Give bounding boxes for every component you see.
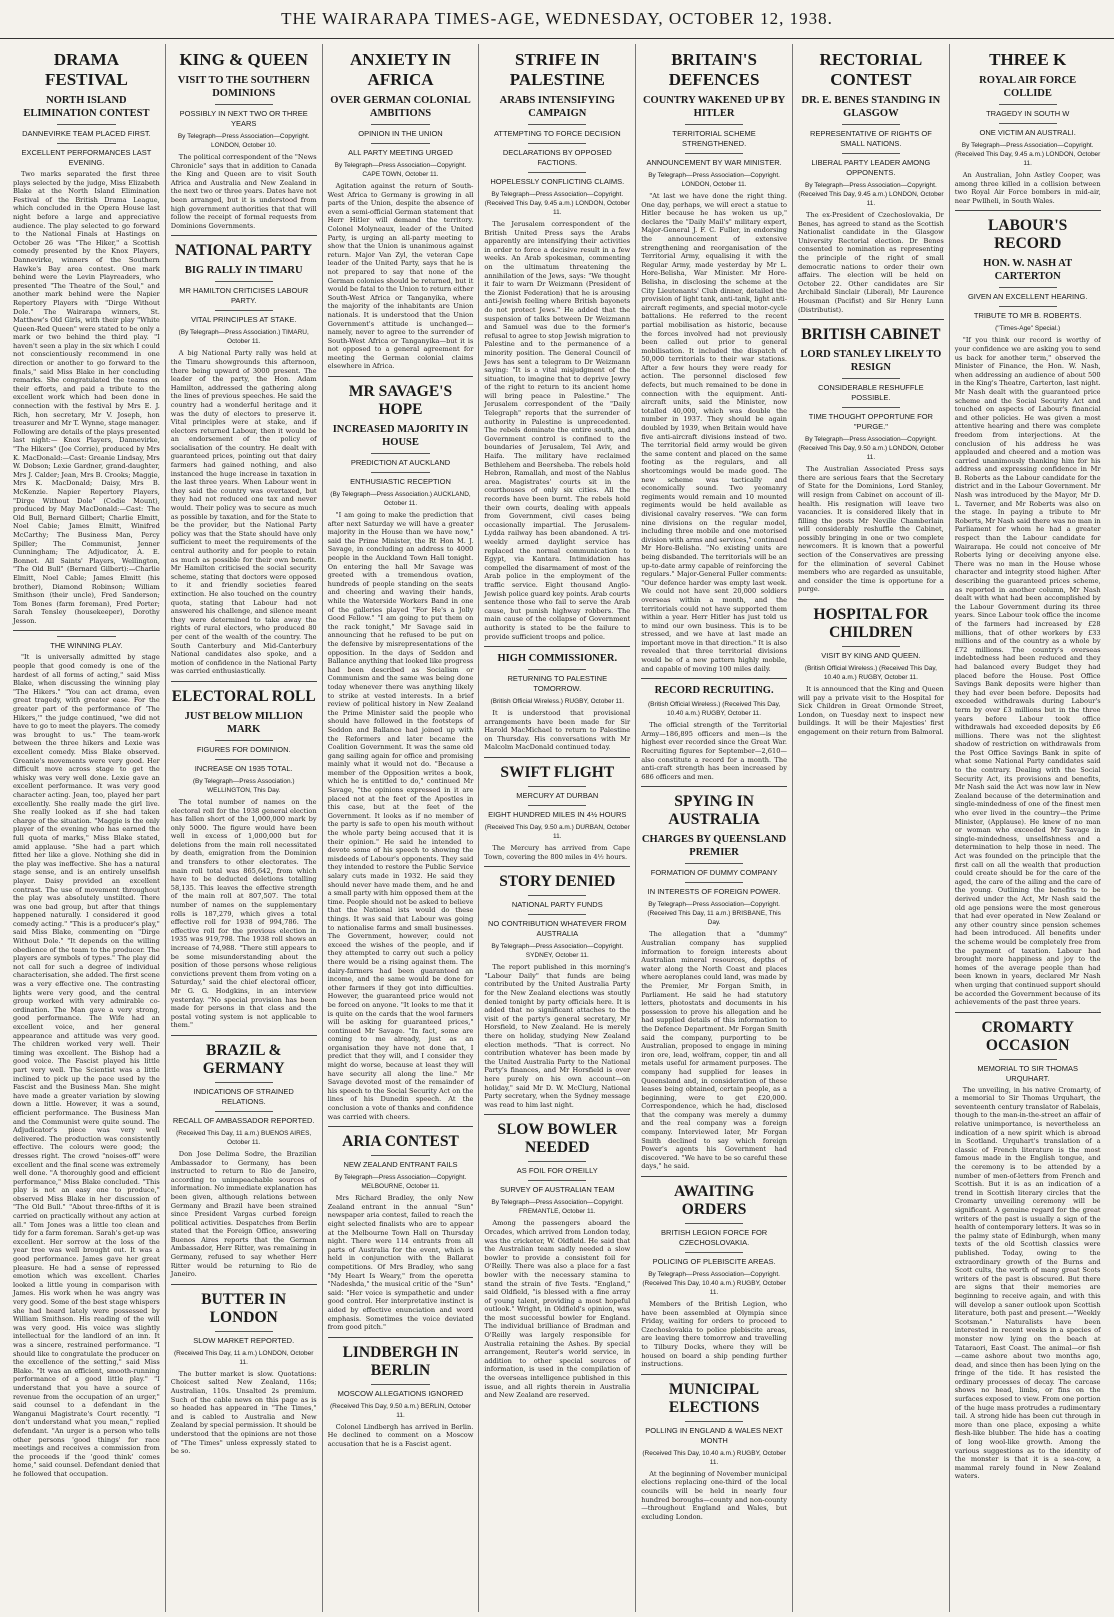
article [13, 630, 160, 1478]
article-body: Among the passengers aboard the Orcades, which arrived from London today, was the cricketer, W. Oldfield. He said that the Australian team sadly needed a slow bowler to provide a consistent foil for O'Reilly. There was also a place for a fast bowler with the necessary stamina to stand the strain of five Tests. "England," said Oldfield, "is blessed with a fine array of young talent, providing a most hopeful outlook." Wright, in Oldfield's opinion, was the most successful bowler for England. The individual brilliance of Bradman and O'Reilly was largely responsible for Australia retaining the Ashes. By special arrangement, Reuter's world service, in addition to other special sources of information, is used in the compilation of the overseas intelligence published in this issue, and all rights therein in Australia and New Zealand are reserved. [484, 1219, 631, 1400]
divider [528, 143, 586, 144]
subheadline: ARABS INTENSIFYING CAMPAIGN [499, 95, 615, 119]
divider [528, 914, 586, 915]
deck-line: TRAGEDY IN SOUTH W [986, 109, 1070, 118]
divider [371, 1384, 429, 1385]
divider [528, 172, 586, 173]
article-body: The total number of names on the electoral roll for the 1938 general election has fallen short of the 1,000,000 mark by only 5000. The figure would have been well in excess of 1,000,000 but for deletions from the main roll necessitated by death, emigration from the Dominion and transfers to other electorates. The main roll total was 865,642, from which have to be deducted deletions totalling 58,135. This leaves the effective strength of the main roll at 807,507. The total number of names on the supplementary rolls is 187,279, which gives a total effective roll for 1938 of 994,786. The effective roll for the previous election in 1935 was 919,798. The 1938 roll shows an increase of 74,988. "There still appears to be some misunderstanding about the position of those persons whose religious convictions prevent them from voting on a Saturday," said the chief electoral officer, Mr G. G. Hodgkins, in an interview yesterday. "No special provision has been made for persons in that class and the postal voting system is not applicable to them." [170, 797, 317, 1030]
divider [999, 104, 1057, 105]
deck-line: POLICING OF PLEBISCITE AREAS. [652, 1257, 776, 1267]
subheadline: HIGH COMMISSIONER. [497, 653, 618, 665]
article-body: The official strength of the Territorial Army—186,895 officers and men—is the highest ever recorded since the Great War. Recruiting figures for September—2,610—also constitute a record for a month. The anti-craft strength has been increased by 686 officers and men. [641, 721, 787, 781]
headline: BRITISH CABINET [801, 326, 941, 344]
divider [215, 740, 273, 741]
deck-line: MEMORIAL TO SIR THOMAS URQUHART. [977, 1063, 1078, 1083]
dateline: By Telegraph—Press Association—Copyright. (Received This Day, 11 a.m.) BRISBANE, This Day. [647, 901, 781, 927]
deck-line: ONE VICTIM AN AUSTRALI. [979, 128, 1076, 137]
deck-line: NO CONTRIBUTION WHATEVER FROM AUSTRALIA [487, 919, 627, 939]
article-body: Don Jose Delima Sodre, the Brazilian Ambassador to Germany, has been instructed to return to Rio de Janeiro, according to unimpeachable sources of information. No immediate explanation has been given, although relations between Germany and Brazil have been strained since President Vargas curbed foreign political activities. Despatches from Berlin stated that the Foreign Office, answering Buenos Aires reports that the German Ambassador, Herr Ritter, was remaining in Germany, refused to say whether Herr Ritter would be returning to Rio de Janeiro. [170, 1149, 317, 1279]
deck-line: EXCELLENT PERFORMANCES LAST EVENING. [21, 148, 152, 167]
headline: ARIA CONTEST [342, 1133, 459, 1151]
subheadline: LORD STANLEY LIKELY TO RESIGN [800, 349, 942, 374]
article [641, 1176, 787, 1369]
subheadline: ROYAL AIR FORCE COLLIDE [979, 75, 1077, 99]
article-separator [641, 1374, 787, 1375]
dateline: By Telegraph—Press Association—Copyright. (Received This Day, 9.45 a.m.) LONDON, October 11. [484, 191, 630, 216]
divider [685, 1223, 743, 1224]
dateline: (British Official Wireless.) (Received This Day, 10.40 a.m.) RUGBY, October 11. [647, 701, 781, 718]
subheadline: COUNTRY WAKENED UP BY HITLER [642, 95, 786, 119]
article-separator [171, 681, 317, 682]
deck-line: SLOW MARKET REPORTED. [193, 1335, 295, 1345]
divider [215, 759, 273, 760]
article-separator [484, 1114, 630, 1115]
article [641, 50, 787, 673]
dateline: (British Official Wireless.) (Received This Day, 10.40 a.m.) RUGBY, October 11. [804, 665, 937, 682]
divider [371, 124, 429, 125]
divider [371, 1155, 429, 1156]
deck-line: REPRESENTATIVE OF RIGHTS OF SMALL NATIONS. [809, 129, 932, 148]
deck-line: POSSIBLY IN NEXT TWO OR THREE YEARS [179, 109, 308, 128]
dateline: (Received This Day, 11 a.m.) BUENOS AIRES, October 11. [176, 1129, 312, 1146]
article [798, 599, 944, 737]
article [484, 646, 630, 752]
divider [685, 1252, 743, 1253]
divider [215, 1331, 273, 1332]
article [328, 1337, 474, 1449]
column-4 [478, 44, 635, 1612]
deck-line: DECLARATIONS BY OPPOSED FACTIONS. [502, 148, 612, 167]
dateline: By Telegraph—Press Association—Copyright. CAPE TOWN, October 11. [334, 162, 467, 178]
article [484, 866, 630, 1109]
article-body: Colonel Lindbergh has arrived in Berlin. He declined to comment on a Moscow accusation that he is a Fascist agent. [327, 1422, 474, 1448]
article-separator [13, 630, 160, 631]
deck-line: NEW ZEALAND ENTRANT FAILS [343, 1160, 458, 1170]
article-body: The unveiling, in his native Cromarty, of a memorial to Sir Thomas Urquhart, the seventeenth century translator of Rabelais, though to the man-in-the-street an affair of relative unimportance, is nevertheless an indication of a new spirit which is abroad in Scotland. Urquhart's translation of a classic of French literature is the most famous made in the English tongue, and the ceremony is to be attended by a number of men-of-letters from French and Scottish. But it is as an indication of a trend in Scottish literary circles that the Cromarty unveiling ceremony will be significant. A genuine regard for the great writers of the past is usually a sign of the health of contemporary letters. It was so in the palmy state of Edinburgh, when many texts of the old Scottish classics were published. Today, owing to the extraordinary growth of the Burns and Scott cults, the worth of many great Scots writers of the past is obscured. But there are signs that their memories are beginning to receive again, and with this will develop a saner outlook upon Scottish literature, both past and present.—"Weekly Scotsman." Naturalists have been interested in recent weeks in a species of monster now lying on the beach at Tataraori, East Coast. The animal—or fish—came ashore about two months ago, dead, and since then has been lying on the fringe of the tide. It has resisted the ordinary processes of decay. The carcase shows no head, limbs, or fins on the surfaces exposed to view. From one portion of the huge mass protrudes a rudimentary tail. A strong hide has been cut through in more than one place, exposing a white flesh-like blubber. The hide has a coating of long wool-like growth. Among the various suggestions as to the identity of the monster is that it is a sea-cow, a mammal rarely found in New Zealand waters. [954, 1085, 1101, 1481]
article-separator [641, 1176, 787, 1177]
deck-line: ENTHUSIASTIC RECEPTION [350, 477, 451, 487]
article-body: The Australian Associated Press says there are serious fears that the Secretary of State for the Dominions, Lord Stanley, will resign from Cabinet on account of ill-health. His resignation will leave two vacancies. It is considered likely that in filling the posts Mr Neville Chamberlain will considerably reshuffle the Cabinet, possibly bringing in one or two complete newcomers. It is known that a powerful section of the Conservatives are pressing for the elimination of several Cabinet members who are regarded as unsuitable, and consider the time is opportune for a purge. [797, 465, 944, 594]
subheadline: VISIT TO THE SOUTHERN DOMINIONS [177, 75, 310, 99]
article [171, 50, 317, 230]
article-separator [955, 1012, 1101, 1013]
article-separator [328, 1126, 474, 1127]
dateline: By Telegraph—Press Association—Copyright. FREMANTLE, October 11. [491, 1199, 624, 1216]
divider [999, 1059, 1057, 1060]
deck-line: RECALL OF AMBASSADOR REPORTED. [172, 1115, 315, 1125]
column-7 [949, 44, 1106, 1612]
article [484, 757, 630, 861]
divider [842, 646, 900, 647]
article-separator [641, 786, 787, 787]
headline: BUTTER IN LONDON [201, 1290, 287, 1326]
headline: SWIFT FLIGHT [500, 764, 615, 782]
deck-line: TERRITORIAL SCHEME STRENGTHENED. [672, 129, 756, 148]
article-body: The report published in this morning's "Labour Daily" that funds are being contributed by the United Australia Party for the New Zealand elections was stoutly denied tonight by party officials here. It is added that no significant attaches to the visit of the party's general secretary, Mr Horsfield, to New Zealand. He is merely there on holiday, studying New Zealand election methods. "That is correct. No contribution whatever has been made by the United Australia Party to the National Party's finances, and Mr Horsfield is over here purely on his own account—on holiday," said Mr D. W. McClurg, National Party secretary, when the Sydney message was read to him last night. [484, 963, 631, 1109]
article-separator [484, 646, 630, 647]
article-body: "It is universally admitted by stage people that good comedy is one of the hardest of all forms of acting," said Miss Blake, when discussing the winning play "The Hikers." "You can act drama, even great tragedy, with greater ease. For the greater part of the performance of 'The Hikers,'" the judge continued, "we did not have to go to meet the players. The comedy was brought to us." The team-work between the three hikers and Lexie was excellent comedy. Miss Blake observed. Greanie's movements were very good. Her difficult move across stage to get the whisky was very well done. Lexie gave an excellent performance. It was very good character acting. Jean, too, played her part excellently. She really made the girl live. She really looked as if she had taken charge of the situation. "Maggie is the only player of the evening who has earned the full quota of marks," Miss Blake stated, amid applause. "She had a part which fitted her like a glove. Nothing she did in the play was ineffective. She has a natural stage sense, and is an entirely unselfish player. Daisy provided an excellent contrast. The use of movement throughout the play was absolutely unstilted. There was one bad group, but after that things happened naturally. I considered it good comedy acting." "This is a producer's play," said Miss Blake, commenting on "Dirge Without Dole." "It depends on the willing obedience of the team to the producer. The players are symbols of types." The play did not call for such a degree of individual characterisation, she added. The first scene was a very effective one. The contrasting lights were very good, and the central group worked with very admirable co-ordination. The Man gave a very strong, good performance. The Wife had an excellent voice, and her general appearance and attitude was very good. The children worked very well. Their timing was excellent. The Bishop had a good voice. The Fascist played his little part very well. The Scientist was a little inclined to pick up the pace used by the Fascist and the Business Man. She might have made a greater variation by slowing down a little. However, it was a sound, efficient performance. The Business Man and the Communist were quite sound. The Adjudicator's piece was very well delivered. The production was consistently effective. The colours were good; the dresses right. The crowd "noises-off" were excellent and the final scene was extremely well done. "A thoroughly good and efficient performance," Miss Blake concluded. "This play is not an easy one to produce," observed Miss Blake in her discussion of "The Old Bull." "About three-fifths of it is carried on practically without any action at all." Tom Jones was a little too clean and tidy for a farm foreman. Sarah's get-up was excellent. Her sorrow at the loss of the year tree was well brought out. It was a good performance. James gave her great pleasure. He had a sense of repressed emotion which was excellent. Charles looked a little young in comparison with James. His work when he was angry was very good. Some of the best stage whispers she had heard lately were possessed by William Smithson. His reading of the will was very good. His voice was slightly intellectual for the landlord of an inn. It was a sincere, restrained performance. "I should like to congratulate the producer on the excellence of the setting," said Miss Blake. "It was an efficient, smooth-running performance of a good little play." "I understand that you have a source of revenue from the occupation of an urger," said counsel to a defendant in the Wanganui Magistrate's Court recently. "I don't understand what you mean," replied defendant. "An urger is a person who tells other persons 'good things' for race meetings and receives a commission from the proceeds if the 'good think' comes home," said counsel. Defendant denied that he followed that occupation. [13, 653, 160, 1478]
deck-line: TRIBUTE TO MR B. ROBERTS. [973, 311, 1082, 321]
deck-line: SURVEY OF AUSTRALIAN TEAM [499, 1185, 615, 1195]
headline: BRITAIN'S DEFENCES [668, 50, 760, 89]
dateline: By Telegraph—Press Association—Copyright. (Received This Day, 10.40 a.m.) RUGBY, October 11. [642, 1271, 786, 1297]
headline: STRIFE IN PALESTINE [509, 50, 605, 89]
subheadline: NORTH ISLAND ELIMINATION CONTEST [23, 95, 150, 119]
deck-line: EIGHT HUNDRED MILES IN 4½ HOURS [488, 810, 627, 820]
article-separator [641, 678, 787, 679]
divider [57, 636, 116, 637]
deck-line: HOPELESSLY CONFLICTING CLAIMS. [490, 177, 625, 186]
article-separator [171, 1284, 317, 1285]
headline: KING & QUEEN [179, 50, 308, 69]
columns-container [8, 44, 1106, 1612]
divider [999, 306, 1057, 307]
article-body: Agitation against the return of South-West Africa to Germany is growing in all parts of the Union, despite the absence of even a semi-official German statement that Herr Hitler will demand the territory. Colonel Molyneaux, leader of the United Party, is urging an all-party meeting to show that the Union is unanimous against return. Major Van Zyl, the veteran Cape leader of the United Party, says that he is not prepared to say that none of the German colonies should be returned, but it would be fatal to the Union to return either South-West Africa or Tanganyika, where the majority of the inhabitants are Union nationals. It is understood that the Union Government's attitude is unchanged—namely, never to agree to the surrender of South-West Africa or Tanganyika—but it is not opposed to a general agreement for meeting the German colonial claims elsewhere in Africa. [327, 182, 474, 371]
article [798, 50, 944, 314]
dateline: By Telegraph—Press Association—Copyright. (Received This Day, 9.45 a.m.) LONDON, October 11. [798, 182, 944, 207]
divider [528, 124, 586, 125]
dateline: (British Official Wireless.) RUGBY, October 11. [490, 698, 625, 706]
divider [999, 123, 1057, 124]
headline: CROMARTY OCCASION [981, 1018, 1074, 1054]
deck-line: RETURNING TO PALESTINE TOMORROW. [507, 674, 608, 694]
divider [528, 669, 586, 670]
article [171, 1035, 317, 1279]
headline: LINDBERGH IN BERLIN [342, 1343, 459, 1379]
article [171, 681, 317, 1030]
subheadline: RECORD RECRUITING. [654, 685, 774, 697]
article-body: Two marks separated the first three plays selected by the judge, Miss Elizabeth Blake at the North Island Elimination Festival of the British Drama League, which concluded in the Opera House last night before a large and appreciative audience. The play selected to go forward to the National Finals at Hastings on October 26 was "The Hiker," a Scottish comedy presented by the Knox Players, Dannevirke, winners of the Southern Hawke's Bay area contest. One mark behind were the Levin Playreaders, who presented "The Theatre of the Soul," and another mark behind were the Napier Repertory Players with "Dirge Without Dole." The Wairarapa winners, St. Matthew's Old Girls, with their play "White Queen-Red Queen" were stated to be only a mark or two behind the third play. "I haven't seen a play in the six which I could not conscientiously recommend in one direction or another to go forward to the finals," said Miss Blake in her concluding remarks. She congratulated the teams on their efforts, and paid a tribute to the excellent work which had been done in connection with the festival by Mrs E. J. Rich, hon secretary, Mr V. Joseph, hon treasurer and Mr T. Wynne, stage manager. Following are details of the plays presented last night:— Knox Players, Dannevirke, "The Hikers" (Joe Corrie), produced by Mrs K. MacDonald:—Cast: Greanie Lindsay, Mrs W. Dobson; Lexie Gardner, grand-daughter, Mrs J. Calder; Jean, Mrs B. Crooks; Maggie, Mrs K. MacDonald; Daisy, Mrs B. McKenzie. Napier Repertory Players, "Dirge Without Dole" (Codie Mount), produced by May MacDonald:—Cast: The Old Bull, Bernard Gilbert; Charlie Elmitt, Noel Cabie; James Elmitt, Winifred McCarthy; The Business Man, Percy Spiller; The Communist, Jenner Cunningham; The Adjudicator, A. E. Bonnet. All Saints' Players, Wellington, "The Old Bull" (Bernard Gilbert):—Charlie Elmitt, Noel Cable; James Elmitt (his brother), Diamond Robinson; William Smithson (their uncle), Fred Sanderson; Tom Bones (farm foreman), Fred Porter; Sarah Tensley (housekeeper), Dorothy Jesson. [13, 170, 160, 625]
article-separator [798, 599, 944, 600]
article-body: The Mercury has arrived from Cape Town, covering the 800 miles in 4½ hours. [484, 844, 631, 861]
article-separator [798, 319, 944, 320]
deck-line: MOSCOW ALLEGATIONS IGNORED [337, 1388, 464, 1398]
column-1 [8, 44, 165, 1612]
headline: BRAZIL & GERMANY [202, 1041, 285, 1077]
article-separator [171, 1035, 317, 1036]
subheadline: INCREASED MAJORITY IN HOUSE [332, 424, 469, 449]
article [171, 1284, 317, 1456]
article-body: Mrs Richard Bradley, the only New Zealand entrant in the annual "Sun" newspaper aria contest, failed to reach the eight selected finalists who are to appear at the Melbourne Town Hall on Thursday night. There were 114 entrants from all parts of Australia for the event, which is held in conjunction with the Ballarat competitions. Of Mrs Bradley, who sang "My Heart Is Weary," from the operetta "Nadeshda," the musical critic of the "Sun" said: "Her voice is sympathetic and under good control. Her interpretative instinct is aided by effective enunciation and word emphasis. Sometimes the voice deviated from good pitch." [327, 1194, 474, 1332]
article [484, 1114, 630, 1399]
divider [371, 472, 429, 473]
divider [528, 895, 586, 896]
article [798, 319, 944, 594]
headline: MUNICIPAL ELECTIONS [668, 1380, 760, 1416]
dateline: ("Times-Age" Special.) [995, 325, 1061, 333]
article [328, 1126, 474, 1332]
deck-line: VITAL PRINCIPLES AT STAKE. [190, 315, 297, 325]
dateline: By Telegraph—Press Association—Copyright. (Received This Day, 9.50 a.m.) LONDON, October 11. [798, 436, 944, 462]
deck-line: GIVEN AN EXCELLENT HEARING. [967, 292, 1088, 302]
article [641, 1374, 787, 1522]
divider [215, 310, 273, 311]
headline: HOSPITAL FOR CHILDREN [813, 606, 929, 642]
divider [57, 143, 116, 144]
deck-line: NATIONAL PARTY FUNDS [511, 900, 603, 910]
dateline: (By Telegraph—Press Association.) WELLINGTON, This Day. [192, 777, 295, 794]
divider [528, 786, 586, 787]
headline: MR SAVAGE'S HOPE [348, 383, 453, 419]
article-separator [328, 1337, 474, 1338]
article [955, 50, 1101, 205]
article-separator [484, 866, 630, 867]
divider [215, 1111, 273, 1112]
article [641, 678, 787, 781]
divider [685, 124, 743, 125]
divider [371, 453, 429, 454]
deck-line: IN INTERESTS OF FOREIGN POWER. [647, 887, 781, 897]
article [328, 50, 474, 371]
dateline: By Telegraph—Press Association—Copyright. (Received This Day, 9.45 a.m.) LONDON, October 11. [955, 142, 1101, 167]
divider [685, 153, 743, 154]
article-body: It is announced that the King and Queen will pay a private visit to the Hospital for Sick Children in Great Ormonde Street, London, on Tuesday next to inspect new buildings. It will be their Majesties' first engagement on their return from Balmoral. [797, 685, 944, 736]
article-body: At the beginning of November municipal elections replacing one-third of the local councils will be held in nearly four hundred boroughs—county and non-county—throughout England and Wales, but excluding London. [641, 1469, 787, 1521]
dateline: By Telegraph—Press Association—Copyright. LONDON, October 10. [177, 133, 310, 149]
deck-line: PREDICTION AT AUCKLAND [350, 458, 451, 468]
divider [528, 805, 586, 806]
headline: DRAMA FESTIVAL [44, 50, 128, 89]
divider [528, 1161, 586, 1162]
article-separator [171, 235, 317, 236]
divider [57, 124, 116, 125]
deck-line: DANNEVIRKE TEAM PLACED FIRST. [22, 129, 151, 138]
divider [215, 281, 273, 282]
article-body: It is understood that provisional arrangements have been made for Sir Harold MacMichael to return to Palestine on Thursday. His conversations with Mr Malcolm MacDonald continued today. [484, 709, 631, 752]
divider [842, 153, 900, 154]
column-3 [322, 44, 479, 1612]
divider [685, 882, 743, 883]
article-body: "I am going to make the prediction that after next Saturday we will have a greater majority in the House than we have now," said the Prime Minister, the Rt Hon M. J. Savage, in concluding an address to 4000 people in the Auckland Town Hall tonight. On entering the hall Mr Savage was greeted with a tremendous ovation, hundreds of people standing on the seats and cheering and waving their hands, while the Waterside Workers Band in one of the galleries played "For He's a Jolly Good Fellow." "I am going to put them on the rack tonight," Mr Savage said in announcing that he refused to be put on the defensive by misrepresentations of the opposition. In the days of Seddon and Ballance anything that looked like progress had been described as Socialism or Communism and the same was being done today whenever there was anything likely to strike at vested interests. In a brief review of political history in New Zealand the Prime Minister said the people who should have followed in the footsteps of Seddon and Ballance had joined up with the Reformers and later became the Coalition Government. It was the same old gang sailing again for office and promising mainly what it would not do. "Because a member of the Opposition writes a book, which he is entitled to do," continued Mr Savage, "the opinions expressed in it are placed not at the feet of the Apostles in this case, but at the feet of the Government. It looks as if no member of the party is safe to open his mouth without the whole party being accused that it is their opinion." He said he intended to devote some of his speech to showing the misdeeds of Labour's opponents. They said they intended to restore the Public Service salary cuts made in 1932. He said they should never have made them, and he and a small party with him opposed them at the time. People should not be asked to believe that the National ists would do these things. It was said that Labour was going to nationalise farms and small businesses. The Government, however, could not exceed the wishes of the people, and if they attempted to carry out such a policy there would be a rising against them. The dairy-farmers had been guaranteed an income, and the same would be done for other farmers if they got into difficulties. However, the guaranteed price would not be forced on anyone. "It looks to me that it is quite on the cards that the wool farmers will be asking for guaranteed prices," continued Mr Savage. "In fact, some are coming to me already, just as an organisation they have not done that, I predict that they will, and I consider they might do worse, because at least they will have security all along the line." Mr Savage devoted most of the remainder of his speech to the Social Security Act on the lines of his Dunedin speech. At the conclusion a vote of thanks and confidence was carried with cheers. [327, 511, 474, 1121]
article-body: "At last we have done the right thing. One day, perhaps, we will erect a statue to Hitler because he has woken us up," declares the "Daily Mail's" military expert, Major-General J. F. C. Fuller, in endorsing the announcement of extensive strengthening and reorganisation of the Territorial Army, equalising it with the Regular Army, made yesterday by Mr L. Hore-Belisha, War Minister. Mr Hore-Belisha, in disclosing the scheme at the City Lieutenants' Club dinner, detailed the provision of light tank, anti-tank, light anti-aircraft regiments, and special motor-cycle battalions. He referred to the recent partial mobilisation as historic, because the forces involved had not previously been called out prior to general mobilisation. It included the dispatch of 50,000 territorials to their war stations. After a few hours they were ready for action. The personnel disclosed few defects, but much remained to be done in connection with the equipment. Anti-aircraft units, said the Minister, now totalled 40,000, which was double the number in 1937. They should be again doubled by 1939, when Britain would have five anti-aircraft divisions instead of two. The territorial field army would be given the same content and placed on the same footing as the regulars, and all shortcomings would be made good. The new scheme was tactically and economically sound. Two yeomanry regiments would remain and 10 mounted regiments would be held available as divisional cavalry reserves. "We can form nine divisions on the regular model, including three mobile and one motorised division with arms and services," continued Mr Hore-Belisha. "No existing units are being disbanded. The territorials will be an up-to-date army capable of reinforcing the regulars." Major-General Fuller comments: "Our defence harder was empty last week. We could not have sent 20,000 soldiers overseas within a month, and the territorials could not have supported them within a year. Herr Hitler has just told us to mind our own business. This is to be stressed, and we have at last made an important move in that direction." It is also revealed that three territorial divisions would be of a new pattern highly mobile, and capable of moving 100 miles daily. [641, 192, 787, 673]
column-6 [792, 44, 949, 1612]
divider [842, 378, 900, 379]
subheadline: OVER GERMAN COLONIAL AMBITIONS [330, 95, 471, 119]
article [484, 50, 630, 641]
deck-line: MERCURY AT DURBAN [516, 791, 599, 801]
article-body: The Jerusalem correspondent of the British United Press says the Arabs apparently are intensifying their activities in order to force a decisive result in a few weeks. An Arab spokesman, commenting on the ultimatum threatening the annihilation of the Jews, says: "We thought it fair to warn Dr Weizmann (President of the Zionist Federation) that he is arousing anti-Jewish feeling where British bayonets do not protect Jews." He added that the suspension of talks between Dr Weizmann and Samuel was due to the former's refusal to agree to stop Jewish migration to Palestine and to the permanence of a minority position. The General Council of Jews has sent a telegram to Dr Weizmann saying: "It is a vital misjudgment of the situation, to imagine that to deprive Jewry of the right to return to its ancient home will bring peace in Palestine." The Jerusalem correspondent of the "Daily Telegraph" reports that the surrender of authority in Palestine is unprecedented. The rebels dominate the entire south, and Government control is confined to the boundaries of Jerusalem, Tel Aviv, and Haifa. The military have reclaimed Bethlehem and Beersheba. The rebels hold Hebron, Ramallah, and most of the Nablus area. Magistrates' courts sit in the courthouses of only six cities. All the records have been burnt. The rebels hold their own courts, dealing with appeals from Government, civil cases being occasionally impartial. The Jerusalem-Lydda railway has been abandoned. A tri-weekly armed daylight service has replaced the normal communication to Egypt, via Kantara. Intimidation has compelled the disarmament of most of the Arab police in the employment of the traffic service. Eight thousand Anglo-Jewish police guard key points. Arab courts sentence those who fail to serve the Arab cause, but punish highway robbers. The main cause of the collapse of Government authority is stated to be the failure to provide sufficient troops and police. [484, 220, 631, 641]
deck-line: OPINION IN THE UNION [358, 129, 443, 138]
dateline: By Telegraph—Press Association—Copyright. LONDON, October 11. [648, 172, 780, 188]
deck-line: THE WINNING PLAY. [50, 641, 123, 651]
article [171, 235, 317, 676]
dateline: (Received This Day, 11 a.m.) LONDON, October 11. [173, 1349, 314, 1366]
article-body: A big National Party rally was held at the Timaru showgrounds this afternoon, there being upward of 3000 present. The leader of the party, the Hon. Adam Hamilton, addressed the gathering along the lines of previous speeches. He said the country had a wonderful heritage and it was the duty of electors to preserve it. Vital principles were at stake, and if electors returned Labour, then it would be an endorsement of the policy of socialisation of the country. He dealt with guaranteed prices, pointing out that dairy farmers had gained nothing, and also instanced the huge increase in taxation in the last three years. When Labour went in they said the country was overtaxed, but they had not reduced one tax and never would. Their policy was to secure as much as possible by taxation, and for the State to be the provider, but the National Party policy was that the State should have only sufficient to meet the requirements of the central authority and for people to retain as much as possible for their own benefit. Mr Hamilton criticised the social security scheme, stating that doctors were opposed to it and friendly societies feared extinction. He also touched on the country quota, stating that Labour had not answered his challenge, and silence meant they were determined to take away the rights of rural electors, who produced 80 per cent of the wealth of the country. The South Canterbury and Mid-Canterbury National candidates also spoke, and a motion of confidence in the National Party was carried enthusiastically. [170, 349, 317, 676]
divider [215, 1082, 273, 1083]
deck-line: TIME THOUGHT OPPORTUNE FOR "PURGE." [808, 412, 933, 432]
article-body: The political correspondent of the "News Chronicle" says that in addition to Canada the King and Queen are to visit South Africa and Australia and New Zealand in the next two or three years. Dates have not been arranged, but it is understood from high government authorities that that will follow the receipt of formal requests from Dominions Governments. [170, 153, 317, 230]
article-separator [955, 210, 1101, 211]
dateline: (Received This Day, 9.50 a.m.) DURBAN, October 11. [484, 824, 630, 841]
deck-line: POLLING IN ENGLAND & WALES NEXT MONTH [645, 1425, 783, 1445]
headline: RECTORIAL CONTEST [819, 50, 923, 89]
divider [528, 1180, 586, 1181]
dateline: (Received This Day, 9.50 a.m.) BERLIN, October 11. [329, 1402, 471, 1419]
deck-line: CONSIDERABLE RESHUFFLE POSSIBLE. [818, 383, 924, 403]
divider [685, 1421, 743, 1422]
deck-line: INDICATIONS OF STRAINED RELATIONS. [193, 1086, 294, 1106]
deck-line: VISIT BY KING AND QUEEN. [821, 651, 921, 661]
deck-line: LIBERAL PARTY LEADER AMONG OPPONENTS. [811, 158, 931, 177]
headline: SLOW BOWLER NEEDED [497, 1121, 618, 1157]
dateline: By Telegraph—Press Association—Copyright. SYDNEY, October 11. [491, 943, 624, 960]
deck-line: ANNOUNCEMENT BY WAR MINISTER. [646, 158, 782, 167]
headline: STORY DENIED [499, 873, 616, 891]
article [328, 376, 474, 1121]
column-2 [165, 44, 322, 1612]
masthead: THE WAIRARAPA TIMES-AGE, WEDNESDAY, OCTOBER 12, 1938. [0, 0, 1114, 39]
dateline: (By Telegraph—Press Association.) TIMARU, October 11. [178, 329, 309, 346]
article-body: An Australian, John Astley Cooper, was among three killed in a collision between two Royal Air Force bombers in mid-air, near Pwllheli, in South Wales. [954, 171, 1101, 205]
dateline: (Received This Day, 10.40 a.m.) RUGBY, October 11. [642, 1449, 786, 1466]
deck-line: ALL PARTY MEETING URGED [348, 148, 453, 157]
article [955, 210, 1101, 1006]
deck-line: MR HAMILTON CRITICISES LABOUR PARTY. [179, 286, 309, 306]
headline: AWAITING ORDERS [674, 1183, 755, 1219]
headline: ELECTORAL ROLL [171, 687, 316, 705]
headline: SPYING IN AUSTRALIA [668, 793, 760, 829]
headline: LABOUR'S RECORD [988, 217, 1068, 253]
dateline: (By Telegraph—Press Association.) AUCKLAND, October 11. [330, 491, 471, 508]
divider [842, 407, 900, 408]
headline: THREE K [989, 50, 1067, 69]
divider [842, 124, 900, 125]
article-separator [328, 376, 474, 377]
article [641, 786, 787, 1171]
article-body: "If you think our record is worthy of your confidence we are asking you to send us back for another term," observed the Minister of Finance, the Hon. W. Nash, when addressing an audience of about 500 in the King's Theatre, Carterton, last night. Mr Nash dealt with the guaranteed price scheme and the Social Security Act and touched on aspects of Labour's financial and other policies. He was given a most attentive hearing and there was complete freedom from interjections. At the conclusion of his address he was applauded and cheered and a motion was carried unanimously thanking him for his address and expressing confidence in Mr B. Roberts as the Labour candidate for the district and in the Labour Government. Mr Nash was introduced by the Mayor, Mr D. L. Taverner, and Mr Roberts was also on the stage. In paying a tribute to Mr Roberts, Mr Nash said there was no man in Parliament for whom he had a greater respect than the Labour candidate for Wairarapa. He could not conceive of Mr Roberts lying or deceiving anyone else. There was no man in the House whose character and integrity stood higher. After describing the guaranteed prices scheme, as reported in another column, Mr Nash dealt with what had been accomplished by the Labour Government during its three years. Since Labour took office the income of the farmers had increased by £28 millions, that of other workers by £33 millions and of the country as a whole by £72 millions. The country's overseas indebtedness had been reduced and they had balanced every Budget they had placed before the House. Post Office Savings Bank deposits were higher than they had ever been before. Deposits had exceeded withdrawals during Labour's term by over £3 millions but in the three years before Labour took office withdrawals had exceeded deposits by £6 millions. There was not the slightest shadow of restriction on withdrawals from the Post Office Savings Bank in spite of what some National Party candidates said to the contrary. Dealing with the Social Security Act, its provisions and benefits, Mr Nash said the Act was now law in New Zealand because of the determination and single-mindedness of one of the finest men who ever lived in the country—the Prime Minister, (Applause). He knew of no man or woman who exceeded Mr Savage in single-mindedness, unselfishness and a determination to help those in need. The Act was founded on the principle that the first call on all the wealth that production could create should be for the care of the aged, the care of the ailing and the care of the young. Outlining the benefits to be derived under the Act, Mr Nash said the old age pensions were the most generous that had ever operated in New Zealand or any other country since pension schemes had been introduced. All benefits under the scheme would be completely free from the payment of taxation. Labour had brought more happiness and joy to the homes of the average people than had been known in years, declared Mr Nash when urging that continued support should be accorded the Government because of its achievements of the past three years. [954, 336, 1101, 1007]
article [955, 1012, 1101, 1481]
subheadline: HON. W. NASH AT CARTERTON [983, 258, 1073, 283]
headline: NATIONAL PARTY [175, 242, 313, 260]
divider [215, 104, 273, 105]
dateline: By Telegraph—Press Association—Copyright. MELBOURNE, October 11. [334, 1174, 467, 1191]
divider [999, 287, 1057, 288]
subheadline: DR. E. BENES STANDING IN GLASGOW [801, 95, 941, 119]
deck-line: ATTEMPTING TO FORCE DECISION [493, 129, 621, 138]
headline: ANXIETY IN AFRICA [350, 50, 451, 89]
deck-line: BRITISH LEGION FORCE FOR CZECHOSLOVAKIA. [660, 1228, 768, 1248]
article-body: Members of the British Legion, who have been assembled at Olympia since Friday, waiting for orders to proceed to Czechoslovakia to police plebiscite areas, are leaving there tomorrow and travelling to Tilbury Docks, where they will be housed on board a ship pending further instructions. [641, 1300, 787, 1369]
subheadline: CHARGES BY QUEENSLAND PREMIER [641, 834, 787, 859]
column-5 [635, 44, 792, 1612]
deck-line: FIGURES FOR DOMINION. [196, 744, 291, 754]
article-body: The allegation that a "dummy" Australian company has supplied information to foreign interests about Australian mineral resources, depths of water along the North Coast and places where aeroplanes could land, was made by the Premier, Mr Forgan Smith, in Parliament. He said he had statutory letters, photostats and documents in his possession to prove his allegation and he had supplied details of this information to the Defence Department. Mr Forgan Smith said the company, purporting to be Australian, proposed to engage in mining iron ore, lead, wolfram, copper, tin and all metals useful for armament purposes. The company had supplied for leases in Queensland and, in consideration of these leases being obtained, certain people, as a beginning, were to get £20,000. Correspondence, which he had, disclosed that the company was merely a dummy and the real company was a foreign company. Interviewed later, Mr Forgan Smith declined to say which foreign Power's agents his Government had discovered. "We have to be so careful these days," he said. [641, 930, 787, 1171]
deck-line: AS FOIL FOR O'REILLY [516, 1166, 598, 1176]
article-body: The ex-President of Czechoslovakia, Dr Benes, has agreed to stand as the Scottish Nationalist candidate in the Glasgow University Rectorial election. Dr Benes consented to nomination as representing the principle of the right of small democratic nations to order their own affairs. The election will be held on October 22. Other candidates are Sir Archibald Sinclair (Liberal), Mr Laurence Housman (Pacifist) and Sir Henry Lunn (Distributist). [797, 211, 944, 314]
deck-line: INCREASE ON 1935 TOTAL. [194, 763, 293, 773]
subheadline: BIG RALLY IN TIMARU [184, 265, 303, 277]
article [13, 50, 160, 625]
subheadline: JUST BELOW MILLION MARK [184, 710, 303, 735]
article-body: The butter market is slow. Quotations: Choicest salted New Zealand, 116s; Australian, 110s. Unsalted 2s premium. Such of the cable news on this page as is so headed has appeared in "The Times," and is cabled to Australia and New Zealand by special permission. It should be understood that the opinions are not those of "The Times" unless expressly stated to be so. [170, 1369, 317, 1456]
deck-line: FORMATION OF DUMMY COMPANY [650, 868, 778, 878]
divider [685, 863, 743, 864]
article-separator [484, 757, 630, 758]
divider [371, 143, 429, 144]
